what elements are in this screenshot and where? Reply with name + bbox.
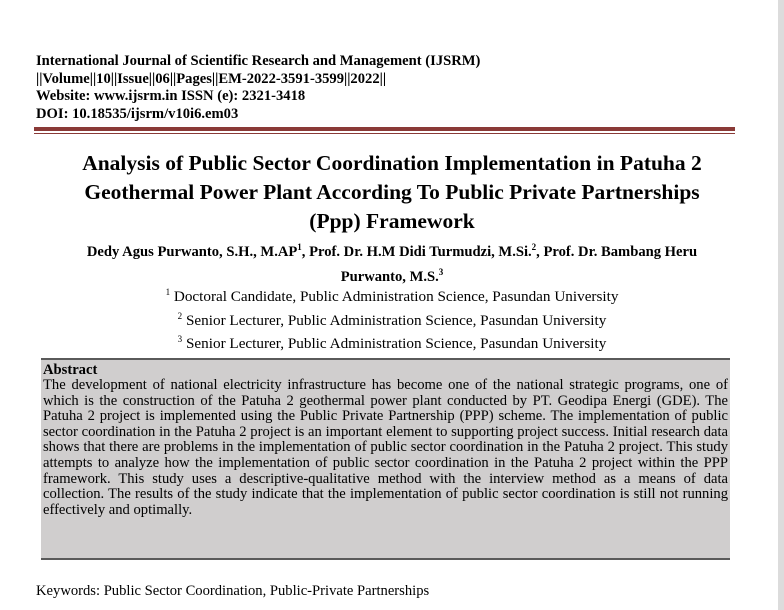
- author-2-name: , Prof. Dr. H.M Didi Turmudzi, M.Si.: [301, 243, 532, 260]
- affiliation-1: [20, 283, 764, 307]
- affiliation-1-marker: 1: [165, 287, 171, 297]
- title-line-3: (Ppp) Framework: [309, 209, 475, 233]
- affiliation-3-marker: 3: [177, 334, 183, 345]
- journal-name: International Journal of Scientific Research and Management (IJSRM): [36, 53, 481, 69]
- author-3-name-cont: Purwanto, M.S.: [340, 268, 439, 285]
- affiliation-3: [20, 330, 764, 354]
- journal-header: [36, 53, 736, 123]
- author-2-marker: 2: [531, 242, 537, 252]
- affiliation-2: [20, 307, 764, 331]
- paper-title: [20, 149, 764, 236]
- title-line-2: Geothermal Power Plant According To Public Private Partnerships: [84, 180, 700, 204]
- affiliation-2-text: Senior Lecturer, Public Administration Science, Pasundan University: [182, 311, 607, 329]
- journal-volume-info: ||Volume||10||Issue||06||Pages||EM-2022-3591-3599||2022||: [36, 70, 387, 87]
- abstract-box: [41, 358, 730, 560]
- affiliation-1-text: Doctoral Candidate, Public Administration Science, Pasundan University: [170, 288, 619, 306]
- title-line-1: Analysis of Public Sector Coordination Implementation in Patuha 2: [82, 151, 702, 175]
- affiliation-list: [20, 283, 764, 354]
- affiliation-2-marker: 2: [177, 310, 183, 321]
- header-rule-thin: [34, 133, 735, 134]
- journal-doi: DOI: 10.18535/ijsrm/v10i6.em03: [36, 105, 239, 122]
- abstract-body: The development of national electricity infrastructure has become one of the national strategic programs, one of which is the construction of the Patuha 2 geothermal power plant conducted by PT. Geodipa Energi (GDE). The Patuha 2 project is implemented using the Public Private Partnership (PPP) scheme. The implementation of public sector coordination in the Patuha 2 project is an important element to supporting project success. Initial research data shows that there are problems in the implementation of public sector coordination in the Patuha 2 project. This study attempts to analyze how the implementation of public sector coordination in the Patuha 2 project within the PPP framework. This study uses a descriptive-qualitative method with the interview method as a means of data collection. The results of the study indicate that the implementation of public sector coordination is still not running effectively and optimally.: [43, 377, 728, 518]
- author-3-marker: 3: [438, 266, 444, 277]
- author-line-1: [20, 237, 764, 262]
- author-1-name: Dedy Agus Purwanto, S.H., M.AP: [86, 243, 298, 260]
- abstract-heading: Abstract: [43, 362, 98, 378]
- author-3-name: , Prof. Dr. Bambang Heru: [536, 243, 698, 260]
- author-1-marker: 1: [297, 242, 302, 252]
- keywords: Keywords: Public Sector Coordination, Public-Private Partnerships: [36, 583, 430, 599]
- affiliation-3-text: Senior Lecturer, Public Administration Science, Pasundan University: [182, 335, 607, 353]
- header-rule-thick: [34, 127, 735, 131]
- page-edge: [778, 0, 784, 610]
- journal-website-issn: Website: www.ijsrm.in ISSN (e): 2321-3418: [36, 88, 306, 105]
- author-list: [20, 237, 764, 287]
